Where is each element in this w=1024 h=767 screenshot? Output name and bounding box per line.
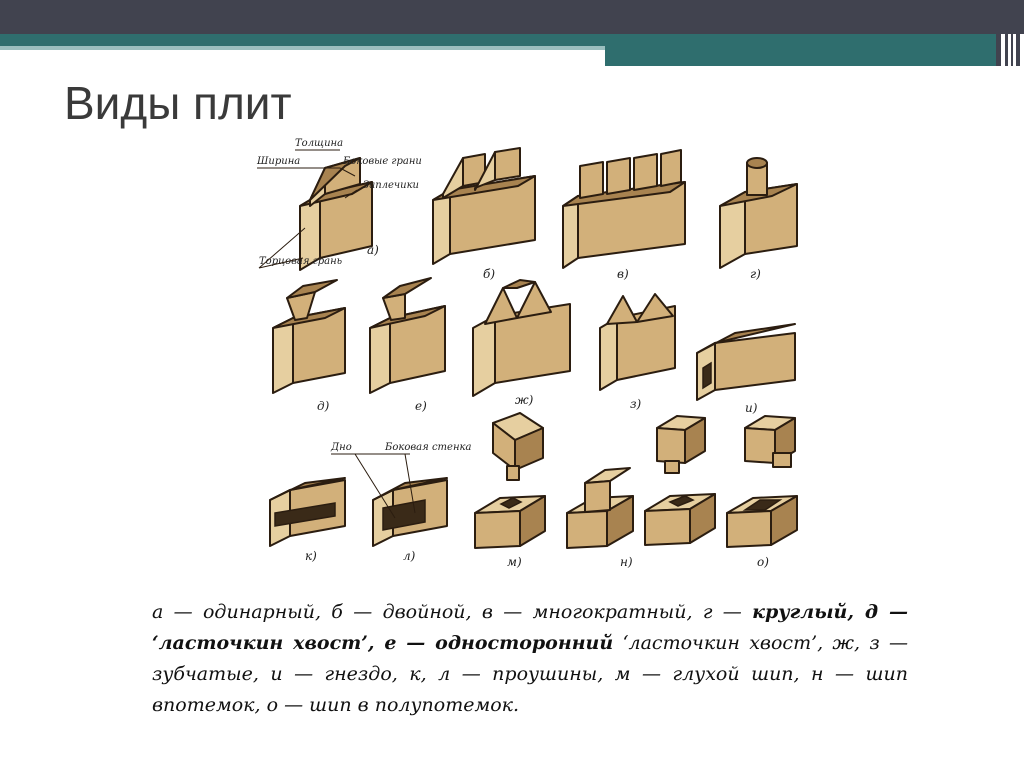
callout-bokovaya-stenka: Боковая стенка xyxy=(385,442,472,453)
tenon-types-figure xyxy=(245,128,805,578)
tenon-e-one-sided-dovetail xyxy=(370,278,445,393)
tenon-k-bridle xyxy=(270,478,345,546)
tenon-zh-toothed xyxy=(473,280,570,396)
label-v: в) xyxy=(617,267,629,281)
callout-shirina: Ширина xyxy=(257,156,301,167)
label-z: з) xyxy=(630,397,642,411)
label-n: н) xyxy=(620,555,633,569)
callout-tortsovaya-gran: Торцовая грань xyxy=(259,256,343,267)
label-k: к) xyxy=(305,549,317,563)
label-e: е) xyxy=(415,399,427,413)
label-zh: ж) xyxy=(515,393,534,407)
tenon-v-multiple xyxy=(563,150,685,268)
callout-dno: Дно xyxy=(331,442,352,453)
caption-part-2: круглый, д — ‘ласточкин хвост’, е — односторонний xyxy=(152,601,908,654)
tenon-n-dark xyxy=(567,468,633,548)
header-accent-band xyxy=(0,34,1000,46)
tenon-b-double xyxy=(433,148,535,264)
tenon-z-toothed xyxy=(600,294,675,390)
callout-zaplechiki: Заплечики xyxy=(363,180,419,191)
label-a: а) xyxy=(367,243,379,257)
label-m: м) xyxy=(507,555,522,569)
callout-tolshchina: Толщина xyxy=(295,138,344,149)
figure-caption xyxy=(152,597,908,721)
caption-part-1: а — одинарный, б — двойной, в — многократный, г — xyxy=(152,601,753,623)
label-i: и) xyxy=(745,401,758,415)
tenon-n-top xyxy=(645,416,715,545)
header-bar xyxy=(0,0,1024,34)
label-l: л) xyxy=(403,549,416,563)
label-g: г) xyxy=(750,267,761,281)
label-b: б) xyxy=(483,267,496,281)
label-o: о) xyxy=(757,555,769,569)
tenon-i-nest xyxy=(697,324,795,400)
tenon-a-single xyxy=(300,158,372,270)
tenon-o-semi-dark xyxy=(727,416,797,547)
header-accent-block xyxy=(605,46,1000,66)
callout-bokovye-grani: Боковые грани xyxy=(343,156,422,167)
caption-part-3: ‘ласточкин хвост’, ж, з — зубчатые, и — гнездо, к, л — проушины, м — глухой шип, н — шип впотемок, о — шип в полупотемок. xyxy=(152,632,908,716)
slide-title: Виды плит xyxy=(64,77,292,129)
tenon-l-bridle xyxy=(373,478,447,546)
header-stripes xyxy=(996,0,1024,66)
tenon-g-round xyxy=(720,158,797,268)
tenon-d-dovetail xyxy=(273,280,345,393)
label-d: д) xyxy=(317,399,330,413)
tenon-m-blind xyxy=(475,413,545,548)
